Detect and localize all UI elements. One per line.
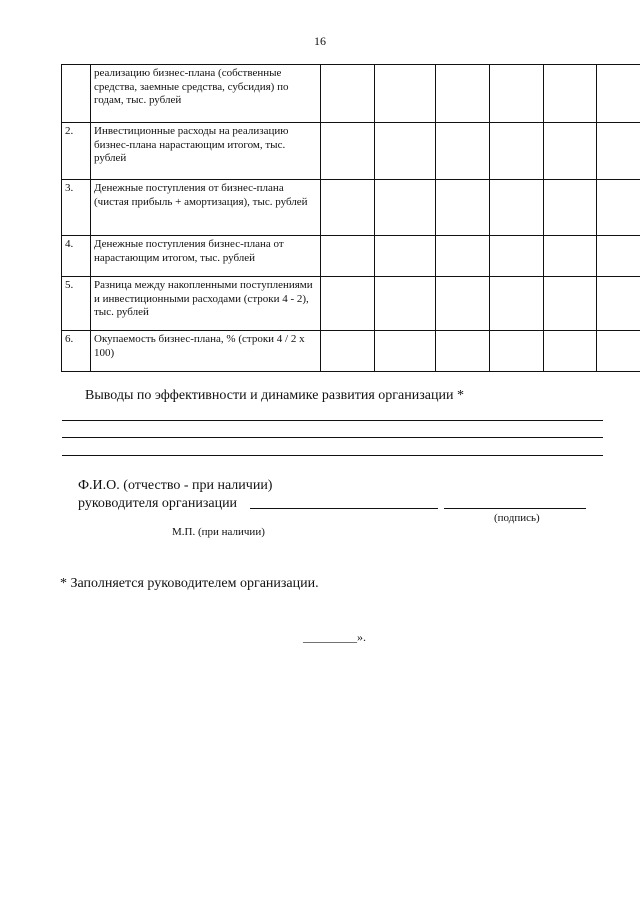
- signature-field-line[interactable]: [444, 508, 586, 509]
- row-indicator: Окупаемость бизнес-плана, % (строки 4 / 2 x 100): [91, 331, 321, 372]
- value-cell[interactable]: [490, 65, 544, 123]
- stamp-caption: М.П. (при наличии): [172, 526, 265, 538]
- value-cell[interactable]: [321, 331, 375, 372]
- value-cell[interactable]: [597, 65, 640, 123]
- value-cell[interactable]: [436, 331, 490, 372]
- value-cell[interactable]: [321, 123, 375, 180]
- row-number: 4.: [62, 236, 91, 277]
- fio-label: [78, 477, 272, 513]
- value-cell[interactable]: [597, 123, 640, 180]
- value-cell[interactable]: [597, 236, 640, 277]
- value-cell[interactable]: [597, 277, 640, 331]
- value-cell[interactable]: [544, 123, 597, 180]
- closing-mark: _________».: [303, 630, 366, 644]
- value-cell[interactable]: [321, 180, 375, 236]
- business-plan-table: [61, 64, 640, 372]
- value-cell[interactable]: [544, 65, 597, 123]
- table-row: [62, 123, 640, 180]
- value-cell[interactable]: [375, 236, 436, 277]
- row-indicator: Денежные поступления бизнес-плана от нарастающим итогом, тыс. рублей: [91, 236, 321, 277]
- value-cell[interactable]: [375, 123, 436, 180]
- signature-caption: (подпись): [494, 512, 540, 524]
- value-cell[interactable]: [544, 180, 597, 236]
- row-indicator: Инвестиционные расходы на реализацию бизнес-плана нарастающим итогом, тыс. рублей: [91, 123, 321, 180]
- row-indicator: Денежные поступления от бизнес-плана (чистая прибыль + амортизация), тыс. рублей: [91, 180, 321, 236]
- conclusions-line-2[interactable]: [62, 437, 603, 438]
- table-row: [62, 331, 640, 372]
- value-cell[interactable]: [490, 277, 544, 331]
- fio-label-line-2: руководителя организации: [78, 496, 238, 511]
- value-cell[interactable]: [490, 180, 544, 236]
- page-number: 16: [314, 34, 326, 48]
- value-cell[interactable]: [597, 331, 640, 372]
- row-number: 2.: [62, 123, 91, 180]
- conclusions-label: Выводы по эффективности и динамике развития организации *: [85, 388, 464, 403]
- value-cell[interactable]: [544, 236, 597, 277]
- name-field-line[interactable]: [250, 508, 438, 509]
- table-row: [62, 180, 640, 236]
- row-indicator: Разница между накопленными поступлениями и инвестиционными расходами (строки 4 - 2), тыс. рублей: [91, 277, 321, 331]
- table-row: [62, 277, 640, 331]
- value-cell[interactable]: [375, 65, 436, 123]
- value-cell[interactable]: [436, 180, 490, 236]
- row-number: 6.: [62, 331, 91, 372]
- value-cell[interactable]: [490, 123, 544, 180]
- fio-label-line-1: Ф.И.О. (отчество - при наличии): [78, 478, 273, 493]
- value-cell[interactable]: [436, 236, 490, 277]
- value-cell[interactable]: [321, 236, 375, 277]
- value-cell[interactable]: [436, 65, 490, 123]
- table-row: [62, 65, 640, 123]
- footnote: * Заполняется руководителем организации.: [60, 576, 319, 591]
- value-cell[interactable]: [436, 277, 490, 331]
- value-cell[interactable]: [375, 277, 436, 331]
- row-indicator: реализацию бизнес-плана (собственные средства, заемные средства, субсидия) по годам, тыс. рублей: [91, 65, 321, 123]
- value-cell[interactable]: [490, 331, 544, 372]
- row-number: 3.: [62, 180, 91, 236]
- value-cell[interactable]: [321, 65, 375, 123]
- value-cell[interactable]: [321, 277, 375, 331]
- value-cell[interactable]: [436, 123, 490, 180]
- value-cell[interactable]: [544, 277, 597, 331]
- value-cell[interactable]: [375, 331, 436, 372]
- value-cell[interactable]: [597, 180, 640, 236]
- conclusions-line-3[interactable]: [62, 455, 603, 456]
- row-number: 5.: [62, 277, 91, 331]
- row-number: [62, 65, 91, 123]
- table-row: [62, 236, 640, 277]
- value-cell[interactable]: [375, 180, 436, 236]
- value-cell[interactable]: [544, 331, 597, 372]
- value-cell[interactable]: [490, 236, 544, 277]
- conclusions-line-1[interactable]: [62, 420, 603, 421]
